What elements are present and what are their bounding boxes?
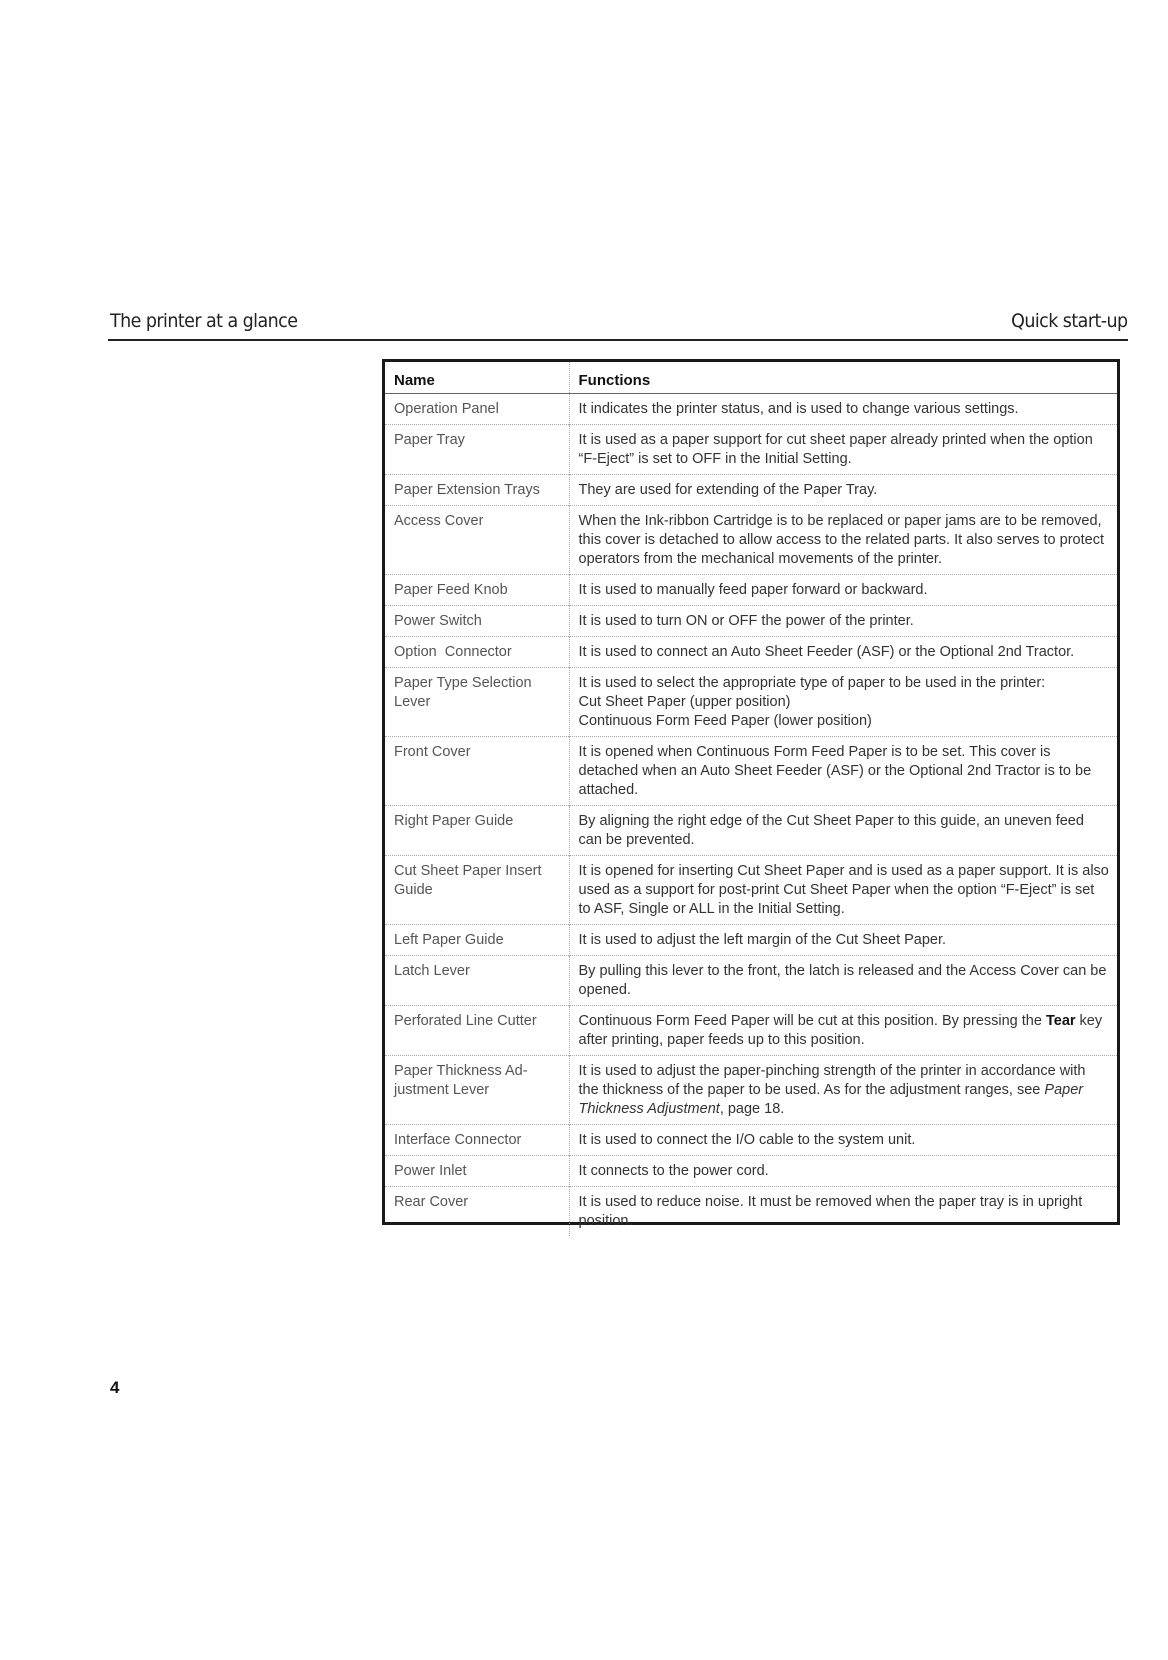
tear-key-label: Tear [1045,1013,1076,1029]
part-name: Paper Type Selection Lever [394,675,532,710]
part-name: Paper Extension Trays [394,482,540,498]
table-row [385,1187,1117,1237]
column-header-name: Name [394,372,435,389]
table-row [385,1056,1117,1125]
part-name: Access Cover [394,513,484,529]
part-name: Cut Sheet Paper Insert Guide [394,863,542,898]
running-header-left: The printer at a glance [110,310,298,332]
table-row [385,575,1117,606]
part-name: Paper Tray [394,432,465,448]
part-name: Option Connector [394,644,512,660]
part-name: Perforated Line Cutter [394,1013,537,1029]
part-function: It is opened when Continuous Form Feed Paper is to be set. This cover is detached when an Auto Sheet Feeder (ASF) or the Optional 2nd Tractor is to be attached. [569,737,1117,806]
table-row [385,856,1117,925]
part-function: When the Ink-ribbon Cartridge is to be replaced or paper jams are to be removed, this cover is detached to allow access to the related parts. It also serves to protect operators from the mechanical movements of the printer. [569,506,1117,575]
part-function [569,1006,1117,1056]
table-row [385,925,1117,956]
table-row [385,1125,1117,1156]
part-name: Latch Lever [394,963,470,979]
part-name: Left Paper Guide [394,932,504,948]
function-text: Continuous Form Feed Paper will be cut at this position. By pressing the [578,1013,1046,1029]
part-function [569,1056,1117,1125]
table-row [385,806,1117,856]
table-row [385,1156,1117,1187]
part-function: It is opened for inserting Cut Sheet Paper and is used as a paper support. It is also used as a support for post-print Cut Sheet Paper when the option “F-Eject” is set to ASF, Single or ALL in the Initial Setting. [569,856,1117,925]
table-row [385,737,1117,806]
page-number: 4 [110,1378,120,1397]
function-line: Cut Sheet Paper (upper position) [578,694,791,710]
part-function [569,668,1117,737]
table-header-row [385,362,1117,394]
part-function: They are used for extending of the Paper Tray. [569,475,1117,506]
table-row [385,637,1117,668]
table-row [385,1006,1117,1056]
part-function: It is used as a paper support for cut sheet paper already printed when the option “F-Eject” is set to OFF in the Initial Setting. [569,425,1117,475]
part-function: It is used to reduce noise. It must be removed when the paper tray is in upright position. [569,1187,1117,1237]
part-name: Power Inlet [394,1163,467,1179]
table-row [385,425,1117,475]
column-header-functions: Functions [569,362,1117,394]
table-row [385,475,1117,506]
part-name: Interface Connector [394,1132,522,1148]
table-row [385,668,1117,737]
part-function: It is used to connect the I/O cable to the system unit. [569,1125,1117,1156]
part-function: It is used to turn ON or OFF the power of the printer. [569,606,1117,637]
part-name: Paper Thickness Ad-justment Lever [394,1063,528,1098]
part-name: Right Paper Guide [394,813,514,829]
part-function: By pulling this lever to the front, the latch is released and the Access Cover can be opened. [569,956,1117,1006]
part-name: Operation Panel [394,401,499,417]
parts-function-table [382,359,1120,1229]
running-header-right: Quick start-up [1011,310,1128,332]
part-function: It connects to the power cord. [569,1156,1117,1187]
table-row [385,394,1117,425]
function-line: Continuous Form Feed Paper (lower position) [578,713,872,729]
function-text: , page 18. [719,1101,785,1117]
part-name: Rear Cover [394,1194,469,1210]
table-row [385,506,1117,575]
part-function: By aligning the right edge of the Cut Sheet Paper to this guide, an uneven feed can be prevented. [569,806,1117,856]
table-row [385,606,1117,637]
part-name: Front Cover [394,744,471,760]
part-name: Paper Feed Knob [394,582,508,598]
table-row [385,956,1117,1006]
cross-reference: Paper Thickness Adjustment [578,1082,1084,1117]
part-function: It is used to manually feed paper forward or backward. [569,575,1117,606]
function-text: It is used to adjust the paper-pinching strength of the printer in accordance with the thickness of the paper to be used. As for the adjustment ranges, see [578,1063,1086,1098]
part-function: It indicates the printer status, and is used to change various settings. [569,394,1117,425]
function-text: key after printing, paper feeds up to this position. [578,1013,1103,1048]
header-rule [108,339,1128,341]
function-line: It is used to select the appropriate type of paper to be used in the printer: [578,675,1046,691]
part-function: It is used to connect an Auto Sheet Feeder (ASF) or the Optional 2nd Tractor. [569,637,1117,668]
part-function: It is used to adjust the left margin of the Cut Sheet Paper. [569,925,1117,956]
part-name: Power Switch [394,613,482,629]
